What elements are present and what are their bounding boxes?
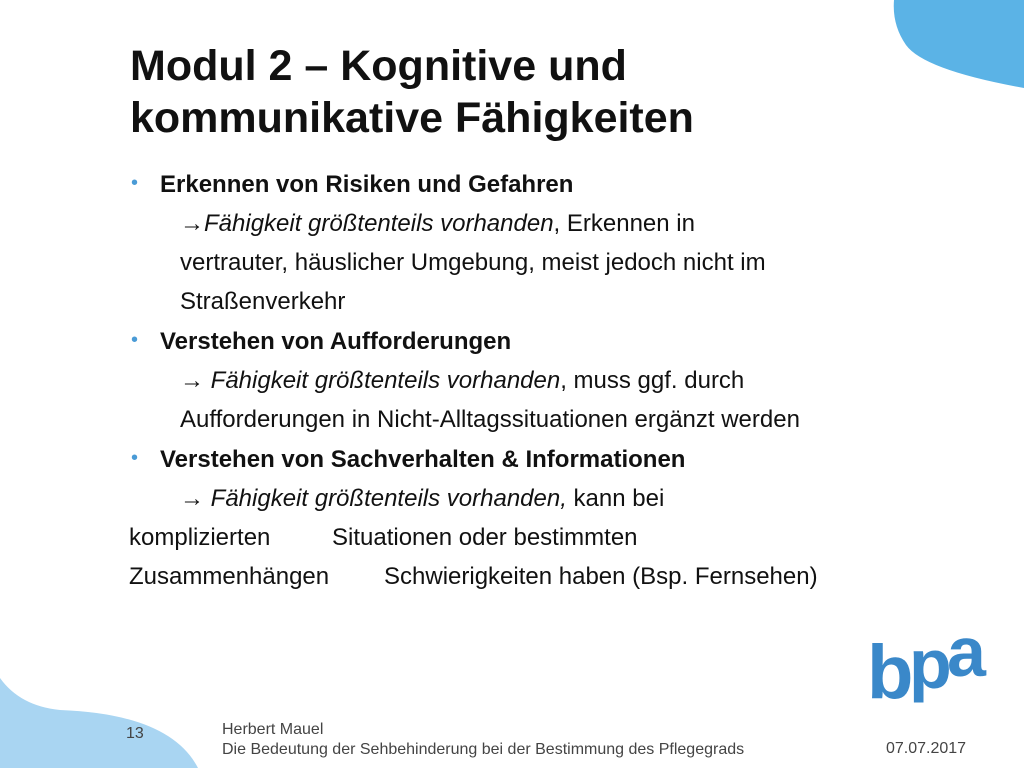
bullet-text-3-line-2b: Situationen oder bestimmten bbox=[332, 524, 638, 551]
arrow-icon: → bbox=[180, 485, 204, 512]
logo-letter-p: p bbox=[909, 625, 952, 703]
bullet-text-span: , muss ggf. durch bbox=[560, 367, 745, 394]
bullet-text-3-line-3b: Schwierigkeiten haben (Bsp. Fernsehen) bbox=[384, 563, 818, 590]
page-number: 13 bbox=[126, 725, 144, 742]
title-line-2: kommunikative Fähigkeiten bbox=[130, 94, 694, 142]
bullet-heading-1: Erkennen von Risiken und Gefahren bbox=[160, 171, 574, 198]
corner-decoration-bottom-left bbox=[0, 648, 220, 768]
bullet-text-2-line-1 bbox=[180, 366, 744, 396]
bullet-text-1-line-2: vertrauter, häuslicher Umgebung, meist jedoch nicht im bbox=[180, 249, 766, 276]
bullet-text-1-line-1 bbox=[180, 209, 695, 239]
bullet-marker: • bbox=[131, 172, 139, 194]
emphasis-text: Fähigkeit größtenteils vorhanden, bbox=[204, 485, 567, 512]
bullet-text-2-line-2: Aufforderungen in Nicht-Alltagssituationen ergänzt werden bbox=[180, 406, 800, 433]
footer-author: Herbert Mauel bbox=[222, 721, 324, 738]
bullet-text-3-line-3a: Zusammenhängen bbox=[129, 563, 330, 590]
emphasis-text: Fähigkeit größtenteils vorhanden bbox=[204, 210, 554, 237]
bullet-heading-3: Verstehen von Sachverhalten & Informationen bbox=[160, 446, 686, 473]
footer-subtitle: Die Bedeutung der Sehbehinderung bei der Bestimmung des Pflegegrads bbox=[222, 741, 745, 758]
footer-date: 07.07.2017 bbox=[886, 740, 967, 757]
corner-decoration-top-right bbox=[864, 0, 1024, 90]
bullet-marker: • bbox=[131, 329, 139, 351]
bullet-text-span: kann bei bbox=[566, 485, 665, 512]
bpa-logo bbox=[865, 620, 990, 715]
slide-title bbox=[130, 40, 694, 144]
bullet-marker: • bbox=[131, 447, 139, 469]
arrow-icon: → bbox=[180, 367, 204, 394]
arrow-icon: → bbox=[180, 210, 204, 237]
bullet-text-3-line-1 bbox=[180, 484, 664, 514]
bullet-text-3-line-2a: komplizierten bbox=[129, 524, 271, 551]
footer-author-block bbox=[222, 720, 744, 760]
logo-letter-a: a bbox=[947, 620, 986, 691]
bullet-text-span: , Erkennen in bbox=[553, 210, 695, 237]
bullet-heading-2: Verstehen von Aufforderungen bbox=[160, 328, 512, 355]
title-line-1: Modul 2 – Kognitive und bbox=[130, 42, 627, 90]
logo-letter-b: b bbox=[867, 630, 914, 715]
emphasis-text: Fähigkeit größtenteils vorhanden bbox=[204, 367, 561, 394]
bullet-text-1-line-3: Straßenverkehr bbox=[180, 288, 346, 315]
